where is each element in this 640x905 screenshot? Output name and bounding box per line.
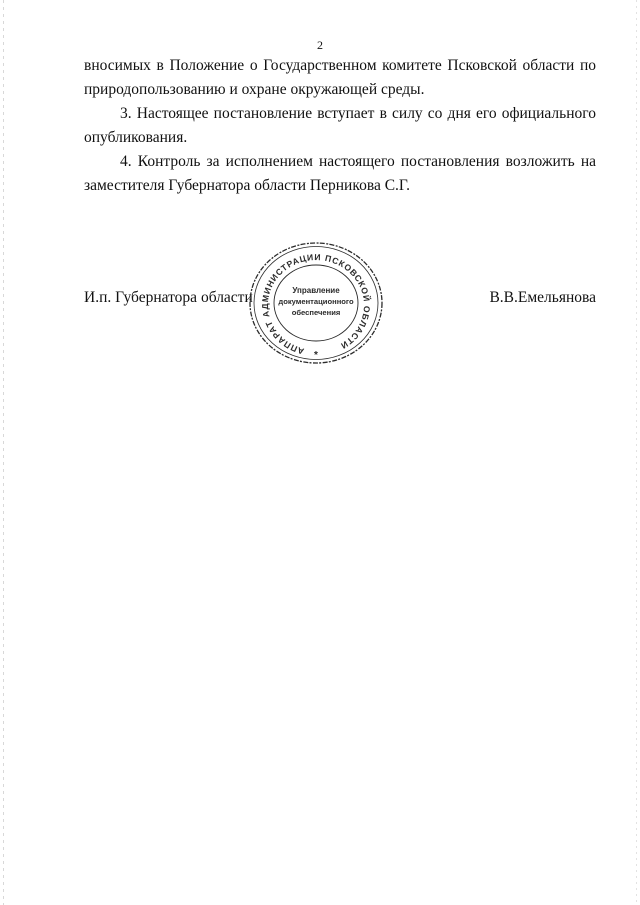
official-stamp: [246, 240, 386, 370]
stamp-center-line-3: обеспечения: [291, 308, 341, 317]
paragraph-4: 4. Контроль за исполнением настоящего постановления возложить на заместителя Губернатора области Перникова С.Г.: [84, 153, 596, 194]
stamp-center-line-1: Управление: [292, 286, 340, 295]
page-number: 2: [317, 38, 323, 52]
signatory-position: И.п. Губернатора области: [84, 289, 253, 306]
paragraph-continuation: вносимых в Положение о Государственном комитете Псковской области по природопользованию и охране окружающей среды.: [84, 57, 596, 98]
stamp-center-line-2: документационного: [278, 297, 354, 306]
paragraph-3: 3. Настоящее постановление вступает в силу со дня его официального опубликования.: [84, 105, 596, 146]
signatory-name: В.В.Емельянова: [489, 289, 596, 306]
stamp-ring-text: АППАРАТ АДМИНИСТРАЦИИ ПСКОВСКОЙ ОБЛАСТИ: [259, 252, 373, 357]
scan-edge-right: [636, 0, 637, 905]
document-body: [84, 54, 596, 198]
stamp-star-icon: *: [314, 350, 318, 361]
scan-edge-left: [3, 0, 4, 905]
